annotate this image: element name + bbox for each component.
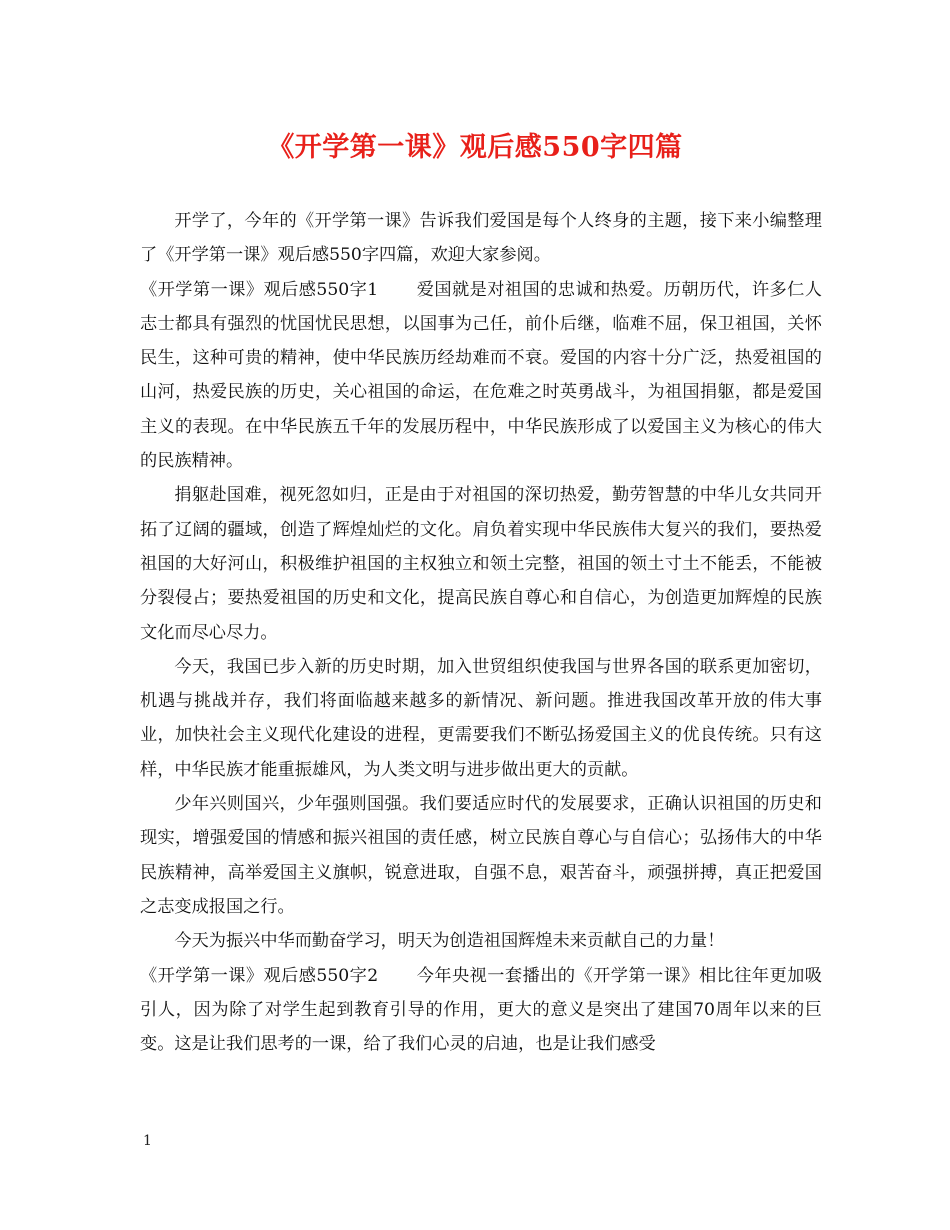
section-1-lead: 爱国就是对祖国的忠诚和热爱。历朝历代，许多仁人志士都具有强烈的忧国忧民思想，以国事为己任，前仆后继，临难不屈，保卫祖国，关怀民生，这种可贵的精神，使中华民族历经劫难而不衰。爱国的内容十分广泛，热爱祖国的山河，热爱民族的历史，关心祖国的命运，在危难之时英勇战斗，为祖国捐躯，都是爱国主义的表现。在中华民族五千年的发展历程中，中华民族形成了以爱国主义为核心的伟大的民族精神。 — [140, 279, 822, 472]
page-number: 1 — [143, 1133, 152, 1149]
body-paragraph: 少年兴则国兴，少年强则国强。我们要适应时代的发展要求，正确认识祖国的历史和现实，增强爱国的情感和振兴祖国的责任感，树立民族自尊心与自信心；弘扬伟大的中华民族精神，高举爱国主义旗帜，锐意进取，自强不息，艰苦奋斗，顽强拼搏，真正把爱国之志变成报国之行。 — [140, 794, 822, 917]
section-2-heading: 《开学第一课》观后感550字2 — [140, 965, 379, 986]
section-2-paragraph — [140, 959, 822, 1062]
page-title: 《开学第一课》观后感550字四篇 — [267, 132, 683, 163]
section-1-paragraph — [140, 273, 822, 479]
document-body — [140, 204, 822, 1061]
intro-paragraph: 开学了，今年的《开学第一课》告诉我们爱国是每个人终身的主题，接下来小编整理了《开学第一课》观后感550字四篇，欢迎大家参阅。 — [140, 211, 822, 266]
body-paragraph: 今天为振兴中华而勤奋学习，明天为创造祖国辉煌未来贡献自己的力量！ — [174, 931, 725, 952]
body-paragraph: 捐躯赴国难，视死忽如归，正是由于对祖国的深切热爱，勤劳智慧的中华儿女共同开拓了辽阔的疆域，创造了辉煌灿烂的文化。肩负着实现中华民族伟大复兴的我们，要热爱祖国的大好河山，积极维护祖国的主权独立和领土完整，祖国的领土寸土不能丢，不能被分裂侵占；要热爱祖国的历史和文化，提高民族自尊心和自信心，为创造更加辉煌的民族文化而尽心尽力。 — [140, 485, 822, 643]
section-2-lead: 今年央视一套播出的《开学第一课》相比往年更加吸引人，因为除了对学生起到教育引导的作用，更大的意义是突出了建国70周年以来的巨变。这是让我们思考的一课，给了我们心灵的启迪，也是让我们感受 — [140, 965, 822, 1055]
section-1-heading: 《开学第一课》观后感550字1 — [140, 279, 379, 300]
body-paragraph: 今天，我国已步入新的历史时期，加入世贸组织使我国与世界各国的联系更加密切，机遇与挑战并存，我们将面临越来越多的新情况、新问题。推进我国改革开放的伟大事业，加快社会主义现代化建设的进程，更需要我们不断弘扬爱国主义的优良传统。只有这样，中华民族才能重振雄风，为人类文明与进步做出更大的贡献。 — [140, 656, 822, 780]
